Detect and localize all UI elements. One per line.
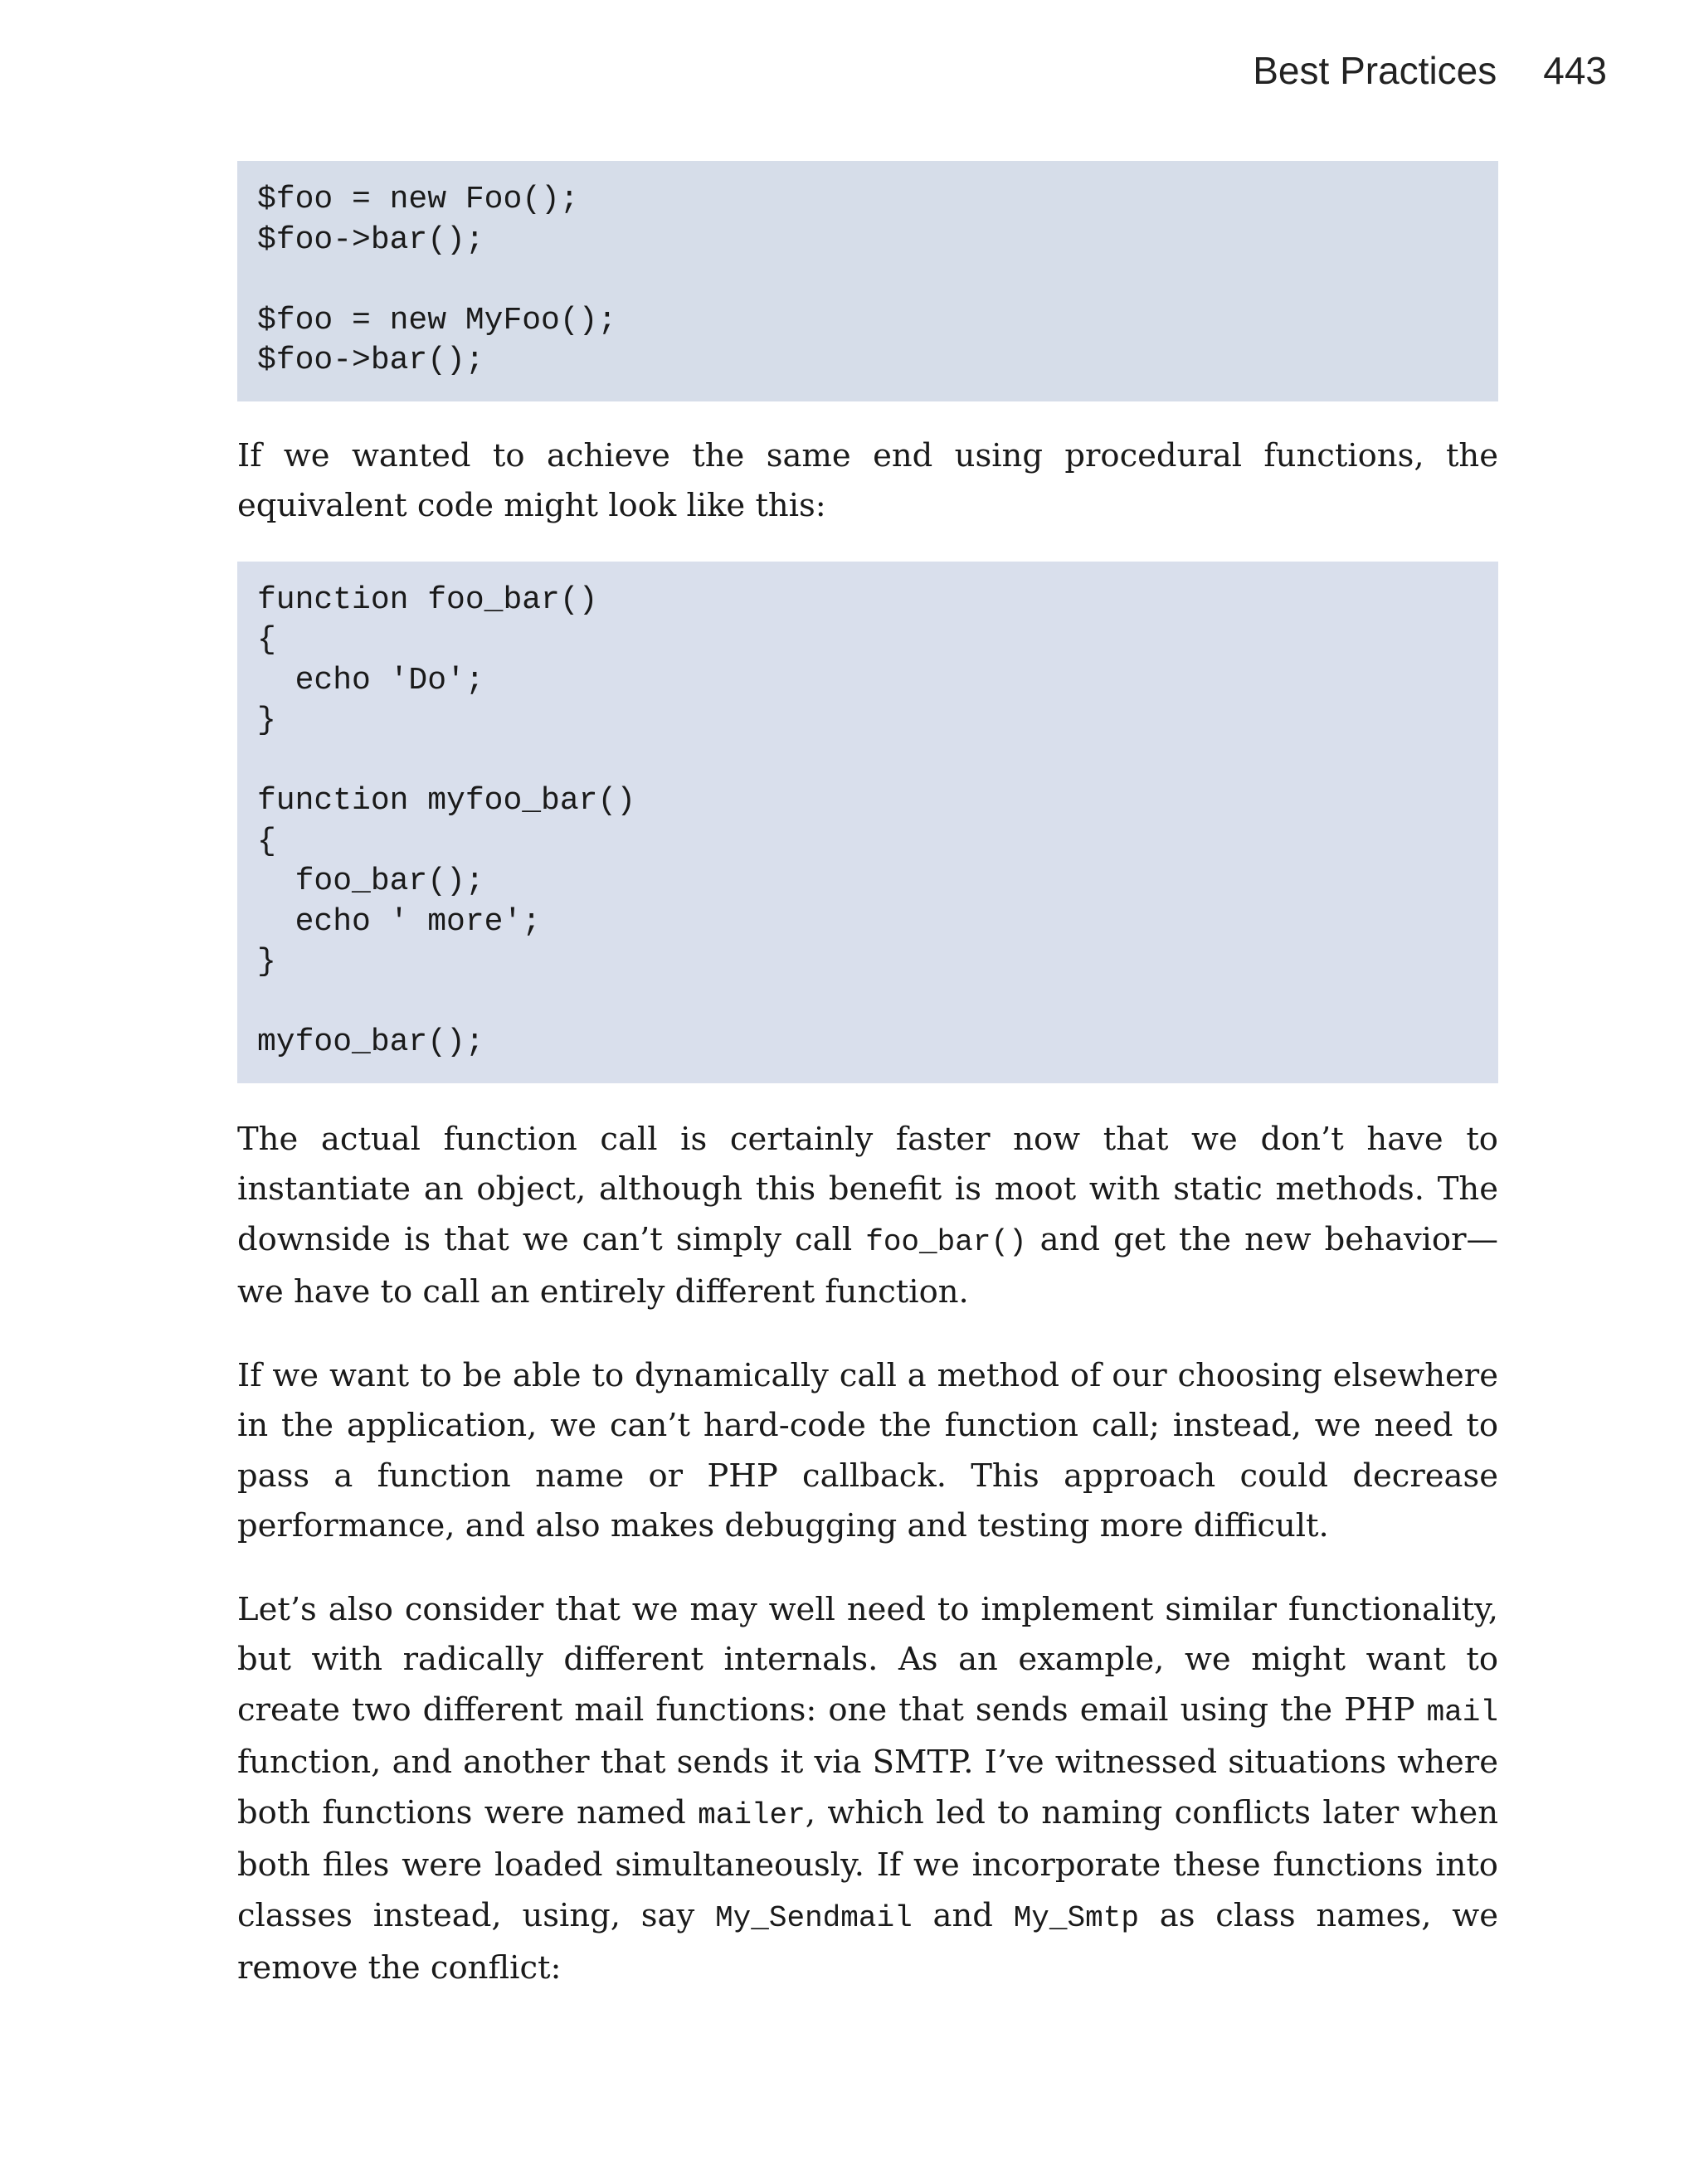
code-line: { [257, 823, 276, 859]
paragraph-3: If we want to be able to dynamically call a method of our choosing elsewhere in the application, we can’t hard-code the function call; instead, we need to pass a function name or PHP callback. This approach could decrease performance, and also makes debugging and testing more difficult. [237, 1356, 1498, 1544]
code-line: $foo = new Foo(); [257, 182, 579, 217]
code-line [257, 742, 1478, 782]
code-line: function myfoo_bar() [257, 783, 636, 819]
code-line: echo 'Do'; [257, 662, 484, 698]
paragraph-2 [237, 1115, 1498, 1318]
running-header [1253, 48, 1607, 93]
code-line: myfoo_bar(); [257, 1024, 484, 1060]
page-body [237, 161, 1498, 1994]
paragraph-text: The actual function call is certainly faster now that we don’t have to instantiate an object, although this benefit is moot with static methods. The downside is that we can’t simply call [237, 1120, 1498, 1258]
paragraph-text: and [912, 1896, 1014, 1934]
code-line: } [257, 703, 276, 738]
inline-code: foo_bar() [865, 1224, 1027, 1259]
paragraph-1: If we wanted to achieve the same end using procedural functions, the equivalent code might look like this: [237, 436, 1498, 524]
paragraph-text: and get the new behavior—we have to call an entirely different function. [237, 1220, 1498, 1311]
inline-code: My_Sendmail [715, 1900, 913, 1935]
code-line: $foo->bar(); [257, 343, 484, 378]
code-line [257, 260, 1478, 301]
paragraph-4 [237, 1585, 1498, 1994]
code-line: function foo_bar() [257, 581, 598, 618]
inline-code: mail [1426, 1695, 1498, 1729]
paragraph-text: function, and another that sends it via SMTP. I’ve witnessed situations where both functions were named [237, 1744, 1498, 1831]
code-block-2 [237, 562, 1498, 1083]
code-line: foo_bar(); [257, 863, 484, 899]
code-block-1 [237, 161, 1498, 401]
code-line: { [257, 622, 276, 658]
code-line: echo ' more'; [257, 903, 542, 940]
code-line: $foo->bar(); [257, 221, 484, 258]
page-number: 443 [1543, 49, 1607, 92]
code-line: } [257, 944, 276, 980]
paragraph-text: as class names, we remove the conflict: [237, 1896, 1498, 1987]
code-line [257, 983, 1478, 1024]
inline-code: My_Smtp [1013, 1900, 1139, 1935]
section-title: Best Practices [1253, 49, 1497, 92]
code-line: $foo = new MyFoo(); [257, 302, 617, 338]
inline-code: mailer [698, 1797, 806, 1832]
paragraph-text: , which led to naming conflicts later when both files were loaded simultaneously. If we incorporate these functions into classes instead, using, say [237, 1793, 1499, 1934]
paragraph-text: Let’s also consider that we may well need to implement similar functionality, but with radically different internals. As an example, we might want to create two different mail functions: one that sends email using the PHP [237, 1590, 1498, 1729]
